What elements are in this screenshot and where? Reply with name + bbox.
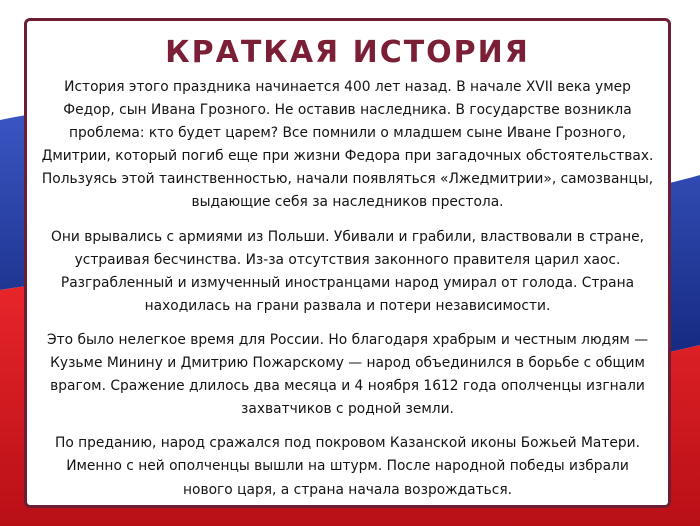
paragraph-2: Они врывались с армиями из Польши. Убивали и грабили, властвовали в стране, устраивая бесчинства. Из-за отсутствия законного правителя царил хаос. Разграбленный и измученный иностранцами народ умирал от голода. Страна находилась на грани развала и потери независимости.: [50, 228, 644, 314]
paragraph-4: По преданию, народ сражался под покровом Казанской иконы Божьей Матери. Именно с ней ополченцы вышли на штурм. После народной победы избрали нового царя, а страна начала возрождаться.: [54, 435, 641, 498]
page-title: КРАТКАЯ ИСТОРИЯ: [165, 35, 530, 70]
paragraph-1: История этого праздника начинается 400 лет назад. В начале XVII века умер Федор, сын Ивана Грозного. Не оставив наследника. В государстве возникла проблема: кто будет царем? Все помнили о младшем сыне Иване Грозного, Дмитрии, который погиб еще при жизни Федора при загадочных обстоятельствах. Пользуясь этой таинственностью, начали появляться «Лжедмитрии», самозванцы, выдающие себя за наследников престола.: [41, 79, 654, 211]
paragraph-3: Это было нелегкое время для России. Но благодаря храбрым и честным людям — Кузьме Минину и Дмитрию Пожарскому — народ объединился в борьбе с общим врагом. Сражение длилось два месяца и 4 ноября 1612 года ополченцы изгнали захватчиков с родной земли.: [46, 331, 649, 418]
history-card: [24, 18, 671, 508]
